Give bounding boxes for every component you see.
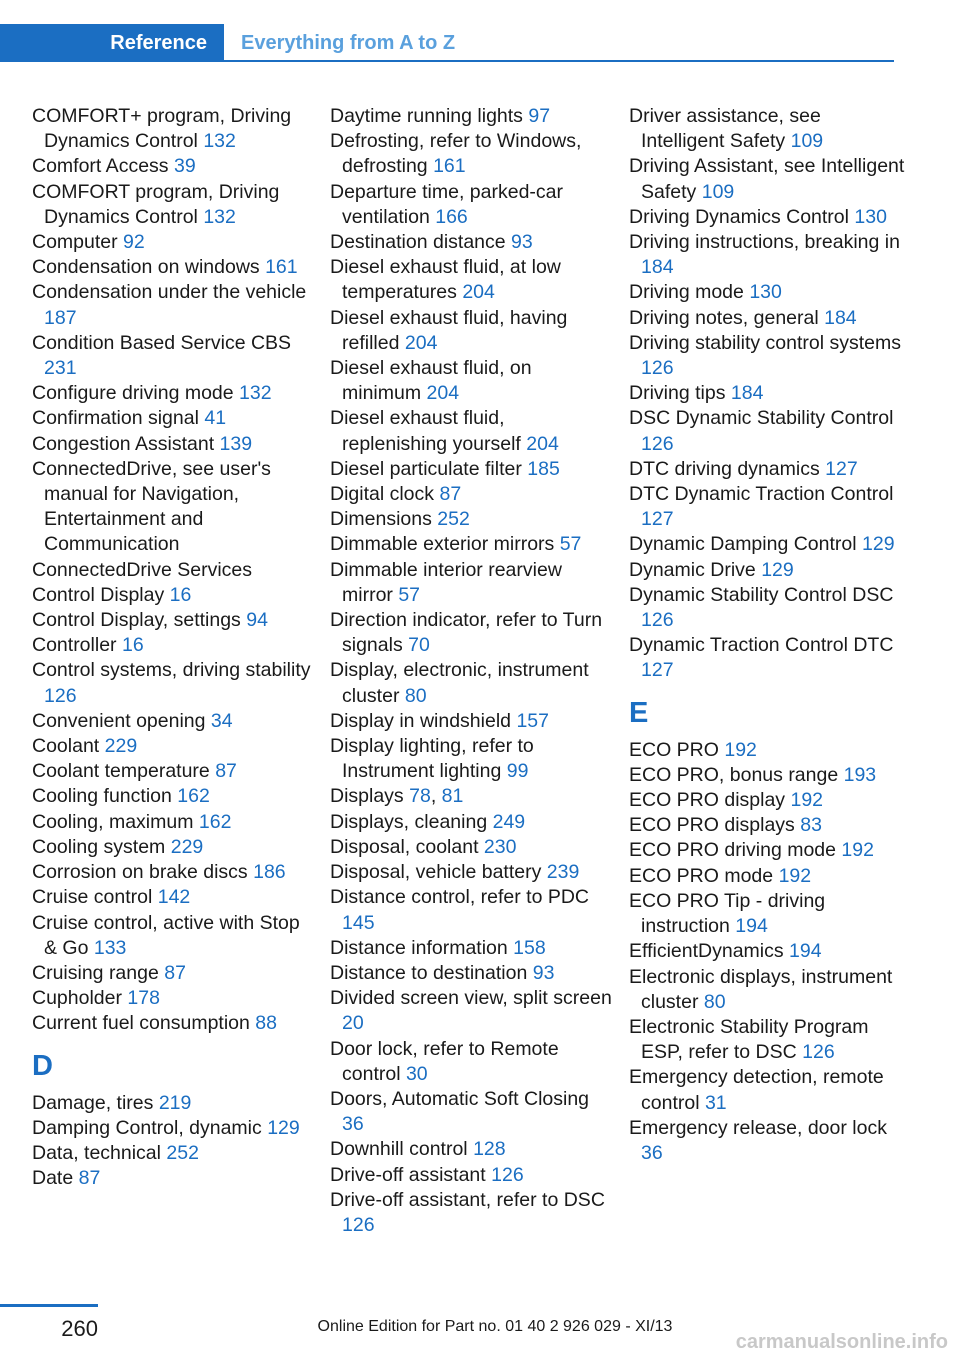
page-reference-link[interactable]: 145 (342, 911, 375, 934)
index-entry-term: Controller (32, 634, 117, 657)
page-reference-link[interactable]: 36 (641, 1141, 663, 1164)
index-entry-term: DTC driving dynamics (629, 457, 820, 480)
index-entry (629, 1015, 909, 1065)
index-entry-term: Electronic Stability Program ESP, refer to DSC (629, 1015, 869, 1064)
page-reference-link[interactable]: 132 (239, 382, 272, 405)
index-entry-term: Diesel exhaust fluid, on minimum (330, 357, 532, 405)
index-entry: Displays 78, 81 (330, 785, 464, 808)
page-reference-link[interactable]: 139 (219, 432, 253, 455)
index-entry (32, 986, 312, 1011)
index-entry (629, 1065, 909, 1115)
index-entry (629, 864, 909, 889)
index-entry-term: Congestion Assistant (32, 432, 215, 455)
index-entry (32, 230, 312, 255)
index-entry (330, 885, 615, 935)
index-entry-term: ConnectedDrive, see user's manual for Navigation, Entertainment and Communication (32, 457, 271, 556)
page-reference-link[interactable]: 126 (641, 357, 674, 380)
index-entry (330, 406, 615, 456)
index-entry (629, 457, 909, 482)
page-reference-link[interactable]: 249 (492, 810, 526, 833)
index-entry-term: Cooling function (32, 785, 172, 808)
index-entry-term: Dimensions (330, 508, 432, 531)
index-entry (32, 633, 312, 658)
page-reference-link[interactable]: 30 (405, 1062, 428, 1085)
page-reference-link[interactable]: 129 (862, 533, 895, 556)
index-entry-term: Diesel exhaust fluid, replenishing yourself (330, 407, 521, 455)
index-entry-term: Emergency release, door lock (629, 1116, 887, 1139)
index-entry (330, 986, 615, 1036)
index-entry-term: DTC Dynamic Traction Control (629, 483, 894, 506)
page-reference-link[interactable]: 192 (778, 864, 812, 887)
index-entry (330, 482, 615, 507)
index-entry (629, 331, 909, 381)
index-entry (330, 810, 615, 835)
index-entry (330, 860, 615, 885)
index-entry (330, 104, 615, 129)
index-entry-term: Direction indicator, refer to Turn signals (330, 609, 603, 657)
index-entry-term: Driving instructions, breaking in (629, 231, 900, 254)
page-reference-link[interactable]: 36 (342, 1113, 364, 1136)
index-entry-term: Current fuel consumption (32, 1012, 250, 1035)
index-entry-term: Diesel exhaust fluid, having refilled (330, 306, 568, 354)
index-entry (32, 860, 312, 885)
header-tabbar (0, 24, 894, 62)
index-entry-term: Control systems, driving stability (32, 659, 311, 682)
index-entry (330, 532, 615, 557)
index-entry (32, 709, 312, 734)
index-entry-term: Comfort Access (32, 155, 169, 178)
edition-note: Online Edition for Part no. 01 40 2 926 029 - XI/13 (317, 1318, 673, 1335)
page-reference-link[interactable]: 129 (761, 558, 794, 581)
index-entry-term: Convenient opening (32, 709, 206, 732)
index-entry-term: Computer (32, 231, 118, 254)
subsection-title: Everything from A to Z (241, 32, 456, 54)
index-entry (629, 306, 909, 331)
index-entry (629, 939, 909, 964)
page-reference-link[interactable]: 83 (800, 814, 822, 837)
index-entry (32, 885, 312, 910)
index-entry (629, 738, 909, 763)
index-entry-term: Condensation under the vehicle (32, 281, 307, 304)
page-reference-link[interactable]: 93 (532, 961, 555, 984)
page-reference-link[interactable]: 34 (210, 709, 233, 732)
index-entry (629, 788, 909, 813)
page-reference-link[interactable]: 192 (790, 789, 824, 812)
index-entry-term: Drive-off assistant (330, 1163, 486, 1186)
index-entry (330, 835, 615, 860)
index-entry-term: Displays, cleaning (330, 810, 488, 833)
index-entry (330, 1087, 615, 1137)
index-entry-term: Confirmation signal (32, 407, 199, 430)
index-entry-term: Disposal, coolant (330, 835, 479, 858)
page-reference-link[interactable]: 162 (177, 785, 210, 808)
page-reference-link[interactable]: 229 (170, 835, 204, 858)
index-entry-term: Driving Assistant, see Intelligent Safety (629, 155, 905, 203)
page-reference-link[interactable]: 239 (546, 861, 580, 884)
index-entry-term: COMFORT+ program, Driving Dynamics Control (32, 105, 292, 153)
page-reference-link[interactable]: 93 (511, 231, 533, 254)
index-entry (330, 709, 615, 734)
index-entry (32, 961, 312, 986)
index-entry-term: Drive-off assistant, refer to DSC (330, 1188, 605, 1211)
index-entry (32, 759, 312, 784)
page-reference-link[interactable]: 230 (483, 835, 517, 858)
page-reference-link[interactable]: 80 (404, 684, 427, 707)
index-entry-term: Driver assistance, see Intelligent Safety (629, 105, 821, 153)
index-entry-term: Damage, tires (32, 1091, 154, 1114)
page-reference-link[interactable]: 39 (173, 155, 196, 178)
index-entry (629, 558, 909, 583)
index-entry (32, 180, 312, 230)
page-reference-link[interactable]: 231 (44, 357, 77, 380)
page-reference-link[interactable]: 78 (409, 785, 431, 808)
page-reference-link[interactable]: 204 (426, 382, 460, 405)
index-entry (32, 911, 312, 961)
index-column-3 (629, 104, 909, 1166)
index-entry-term: ECO PRO mode (629, 864, 774, 887)
index-entry (330, 936, 615, 961)
index-entry-term: Diesel particulate filter (330, 457, 522, 480)
header-rule (224, 60, 894, 62)
page-reference-link[interactable]: 88 (255, 1012, 277, 1035)
index-entry (629, 482, 909, 532)
page-reference-link[interactable]: 194 (789, 940, 822, 963)
index-entry (629, 838, 909, 863)
index-entry-term: Control Display (32, 583, 165, 606)
index-entry (330, 255, 615, 305)
index-entry (32, 381, 312, 406)
index-entry-term: Driving stability control systems (629, 331, 901, 354)
index-entry (32, 1011, 312, 1036)
index-entry-term: Cruise control, active with Stop & Go (32, 911, 300, 959)
page-reference-link[interactable]: 184 (730, 382, 764, 405)
index-column-2 (330, 104, 615, 1238)
index-entry-term: Cruising range (32, 961, 159, 984)
watermark: carmanualsonline.info (735, 1331, 948, 1353)
index-entry-term: Distance to destination (330, 961, 528, 984)
index-entry (32, 255, 312, 280)
index-entry (629, 889, 909, 939)
index-entry-term: Distance information (330, 936, 508, 959)
index-entry (32, 154, 312, 179)
page-reference-link[interactable]: 184 (641, 256, 674, 279)
page-reference-link[interactable]: 126 (342, 1213, 375, 1236)
page-reference-link[interactable]: 204 (404, 331, 438, 354)
index-entry (330, 230, 615, 255)
index-entry (629, 1116, 909, 1166)
page-reference-link[interactable]: 87 (439, 483, 462, 506)
index-letter-heading: D (32, 1049, 53, 1082)
index-entry-term: Dynamic Stability Control DSC (629, 583, 894, 606)
index-entry (629, 965, 909, 1015)
index-entry (32, 331, 312, 381)
page-reference-link[interactable]: 127 (641, 659, 674, 682)
index-entry-term: ECO PRO (629, 738, 719, 761)
page-reference-link[interactable]: 41 (204, 407, 227, 430)
page-reference-link[interactable]: 109 (790, 130, 824, 153)
index-entry (629, 230, 909, 280)
index-entry-term: Damping Control, dynamic (32, 1116, 262, 1139)
index-entry-term: Cooling system (32, 835, 166, 858)
index-entry-term: Electronic displays, instrument cluster (629, 965, 893, 1013)
index-entry-term: Control Display, settings (32, 609, 241, 632)
page-reference-link[interactable]: 57 (398, 583, 421, 606)
page-reference-link[interactable]: 130 (749, 281, 782, 304)
page-reference-link[interactable]: 184 (824, 306, 857, 329)
page-reference-link[interactable]: 192 (724, 738, 757, 761)
index-entry-term: DSC Dynamic Stability Control (629, 407, 894, 430)
index-entry-term: Displays (330, 785, 404, 808)
index-column-1 (32, 104, 312, 1191)
page-reference-link[interactable]: 126 (802, 1041, 835, 1064)
index-entry-term: Configure driving mode (32, 382, 234, 405)
index-entry-term: ECO PRO display (629, 789, 786, 812)
page-reference-link[interactable]: 130 (854, 205, 887, 228)
page-reference-link[interactable]: 92 (123, 231, 145, 254)
index-entry (330, 658, 615, 708)
index-entry-term: Cruise control (32, 886, 153, 909)
index-entry (629, 583, 909, 633)
index-entry (330, 734, 615, 784)
page-reference-link[interactable]: 127 (825, 457, 858, 480)
index-entry-term: Divided screen view, split screen (330, 987, 612, 1010)
page-reference-link[interactable]: 252 (437, 508, 470, 531)
index-entry-term: Distance control, refer to PDC (330, 886, 590, 909)
index-entry-term: Coolant temperature (32, 760, 210, 783)
index-entry (330, 1037, 615, 1087)
page-reference-link[interactable]: 133 (93, 936, 127, 959)
index-entry-term: COMFORT program, Driving Dynamics Control (32, 180, 280, 228)
index-entry-term: Coolant (32, 735, 100, 758)
page-reference-link[interactable]: 157 (516, 709, 549, 732)
index-entry (629, 381, 909, 406)
index-entry (330, 507, 615, 532)
index-entry-term: ECO PRO driving mode (629, 839, 836, 862)
index-entry (629, 813, 909, 838)
index-entry-term: ECO PRO Tip - driving instruction (629, 889, 826, 938)
index-entry (32, 583, 312, 608)
index-entry (330, 558, 615, 608)
page-reference-link[interactable]: 94 (246, 609, 268, 632)
page-reference-link[interactable]: 187 (44, 306, 77, 329)
index-entry (330, 306, 615, 356)
index-entry-term: Dynamic Damping Control (629, 533, 857, 556)
page-reference-link[interactable]: 229 (104, 735, 138, 758)
index-entry-term: Corrosion on brake discs (32, 861, 248, 884)
index-entry (330, 608, 615, 658)
page-reference-link[interactable]: 126 (44, 684, 77, 707)
index-entry (32, 784, 312, 809)
index-entry-term: ECO PRO, bonus range (629, 763, 839, 786)
index-entry (32, 810, 312, 835)
index-entry-term: Diesel exhaust fluid, at low temperatures (330, 256, 561, 304)
index-entry (330, 356, 615, 406)
page-reference-link[interactable]: 127 (641, 508, 674, 531)
index-entry-term: Condition Based Service CBS (32, 331, 292, 354)
index-entry-term: Dimmable interior rearview mirror (330, 558, 562, 606)
page-reference-link[interactable]: 162 (198, 810, 232, 833)
page-reference-link[interactable]: 87 (78, 1167, 101, 1190)
index-entry-term: Driving Dynamics Control (629, 205, 849, 228)
section-tab: Reference (0, 24, 224, 62)
index-entry (330, 180, 615, 230)
page-number: 260 (61, 1316, 98, 1341)
index-entry (629, 633, 909, 683)
index-entry-term: Emergency detection, remote control (629, 1066, 884, 1114)
index-entry (629, 532, 909, 557)
index-entry-term: Cupholder (32, 987, 122, 1010)
index-entry (330, 961, 615, 986)
page-reference-link[interactable]: 87 (215, 760, 237, 783)
index-entry-term: Defrosting, refer to Windows, defrosting (330, 130, 582, 178)
page-reference-link[interactable]: 142 (157, 886, 191, 909)
page-reference-link[interactable]: 252 (166, 1141, 199, 1164)
index-entry-term: Dynamic Drive (629, 558, 756, 581)
index-entry (32, 1141, 312, 1166)
index-entry-term: Display, electronic, instrument cluster (330, 659, 589, 707)
index-entry (629, 763, 909, 788)
page-reference-link[interactable]: 192 (841, 839, 874, 862)
index-entry-term: EfficientDynamics (629, 940, 784, 963)
page-reference-link[interactable]: 57 (559, 533, 582, 556)
index-entry-term: Digital clock (330, 483, 435, 506)
index-entry-term: Downhill control (330, 1138, 468, 1161)
page-reference-link[interactable]: 219 (158, 1091, 192, 1114)
index-entry-term: Departure time, parked-car ventilation (330, 180, 564, 228)
page-reference-link[interactable]: 31 (704, 1091, 727, 1114)
page-reference-link[interactable]: 178 (127, 987, 160, 1010)
index-entry-term: Cooling, maximum (32, 810, 194, 833)
index-entry (32, 835, 312, 860)
page-reference-link[interactable]: 126 (641, 432, 674, 455)
index-entry (32, 558, 312, 583)
page-reference-link[interactable]: 166 (435, 205, 468, 228)
page-reference-link[interactable]: 16 (121, 634, 144, 657)
index-entry-term: Data, technical (32, 1141, 161, 1164)
footer-rule (0, 1304, 98, 1307)
page-reference-link[interactable]: 126 (641, 609, 674, 632)
index-entry-term: Dynamic Traction Control DTC (629, 634, 894, 657)
page-reference-link[interactable]: 161 (433, 155, 466, 178)
index-entry-term: Display lighting, refer to Instrument lighting (330, 735, 534, 783)
page-reference-link[interactable]: 193 (843, 763, 877, 786)
page-reference-link[interactable]: 126 (491, 1163, 524, 1186)
index-entry-term: Daytime running lights (330, 105, 523, 127)
page-reference-link[interactable]: 99 (506, 760, 529, 783)
index-entry-term: Condensation on windows (32, 256, 260, 279)
page-reference-link[interactable]: 20 (342, 1012, 364, 1035)
index-entry (629, 104, 909, 154)
page-reference-link[interactable]: 81 (441, 785, 464, 808)
page-reference-link[interactable]: 185 (527, 457, 560, 480)
index-entry (330, 1188, 615, 1238)
page-reference-link[interactable]: 204 (526, 432, 559, 455)
index-entry-term: Doors, Automatic Soft Closing (330, 1087, 590, 1110)
page-reference-link[interactable]: 87 (164, 961, 186, 984)
index-letter-heading: E (629, 696, 649, 729)
page-reference-link[interactable]: 204 (462, 281, 495, 304)
index-entry-term: Disposal, vehicle battery (330, 861, 542, 884)
page-reference-link[interactable]: 129 (267, 1116, 300, 1139)
index-entry-term: Door lock, refer to Remote control (330, 1037, 559, 1085)
page-reference-link[interactable]: 70 (408, 634, 430, 657)
page-reference-link[interactable]: 97 (528, 105, 551, 127)
index-entry (32, 104, 312, 154)
page-reference-link[interactable]: 80 (703, 990, 726, 1013)
index-entry-term: Display in windshield (330, 709, 512, 732)
index-entry (32, 658, 312, 708)
index-entry-term: Driving notes, general (629, 306, 819, 329)
index-entry-term: ECO PRO displays (629, 814, 795, 837)
page-reference-link[interactable]: 186 (253, 861, 286, 884)
index-entry (32, 432, 312, 457)
index-entry (330, 457, 615, 482)
index-entry-term: ConnectedDrive Services (32, 558, 253, 581)
index-entry-term: Driving mode (629, 281, 744, 304)
page-reference-link[interactable]: 109 (701, 180, 735, 203)
page-reference-link[interactable]: 194 (735, 915, 768, 938)
index-entry-term: Dimmable exterior mirrors (330, 533, 555, 556)
page-reference-link[interactable]: 16 (169, 583, 192, 606)
index-entry (330, 1137, 615, 1162)
index-entry (629, 406, 909, 456)
index-entry (629, 205, 909, 230)
page-reference-link[interactable]: 161 (265, 256, 298, 279)
index-entry-term: Driving tips (629, 382, 726, 405)
index-entry (32, 608, 312, 633)
page-reference-link[interactable]: 158 (513, 936, 546, 959)
index-entry (32, 1091, 312, 1116)
index-entry (32, 734, 312, 759)
index-entry (330, 129, 615, 179)
index-entry (629, 154, 909, 204)
index-entry-term: Date (32, 1167, 74, 1190)
index-entry (32, 280, 312, 330)
index-entry (629, 280, 909, 305)
page-reference-link[interactable]: 132 (203, 205, 236, 228)
index-entry (32, 457, 312, 558)
index-entry (32, 1166, 312, 1191)
index-entry (32, 406, 312, 431)
index-entry (32, 1116, 312, 1141)
index-entry (330, 1163, 615, 1188)
index-entry-term: Destination distance (330, 231, 506, 254)
page-reference-link[interactable]: 128 (473, 1138, 506, 1161)
page-reference-link[interactable]: 132 (203, 130, 236, 153)
